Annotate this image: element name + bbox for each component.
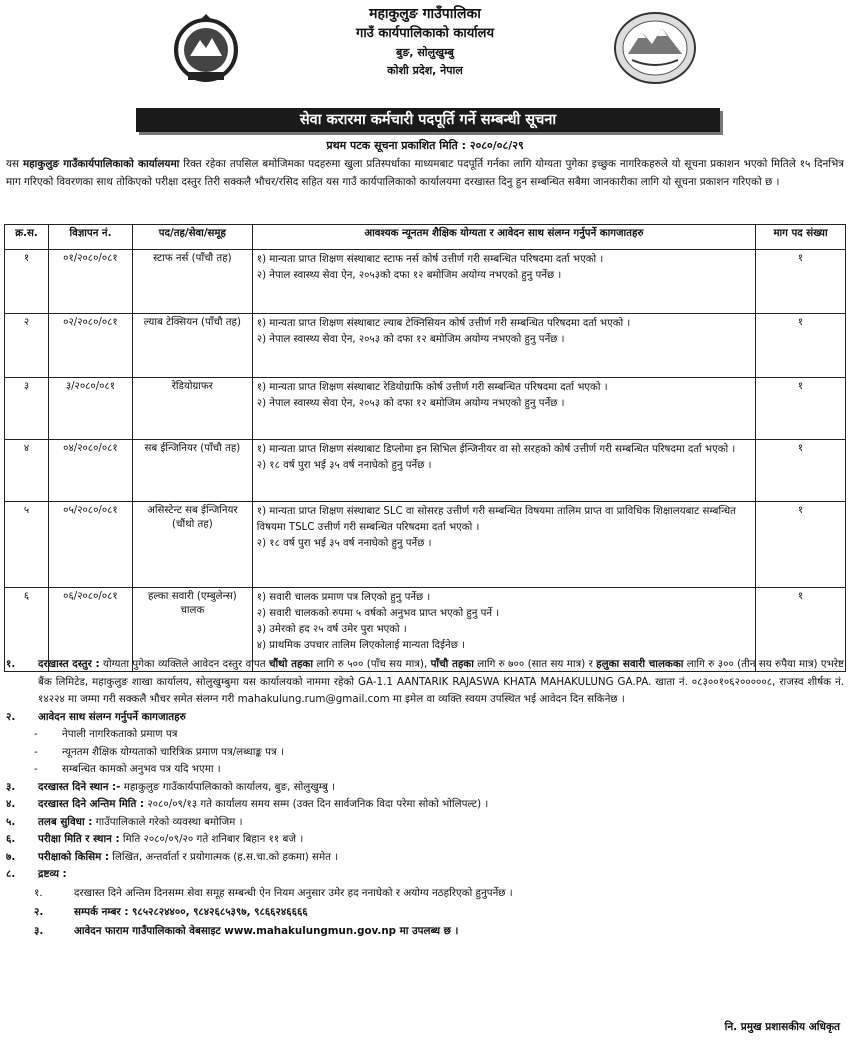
intro-paragraph: [6, 156, 844, 191]
req-item: १) मान्यता प्राप्त शिक्षण संस्थाबाट SLC वा सोसरह उत्तीर्ण गरी सम्बन्धित विषयमा तालिम प्राप्त वा प्राविधिक शिक्षालयबाट सम्बन्धित विषयमा TSLC उत्तीर्ण गरी सम्बन्धित परिषदमा दर्ता भएको ।: [256, 506, 736, 533]
note-exam-date: [4, 831, 844, 849]
row-post: रेडियोग्राफर: [132, 378, 252, 440]
col-count: माग पद संख्या: [756, 225, 846, 250]
note-number: ६.: [6, 833, 16, 845]
col-sn: क्र.स.: [5, 225, 49, 250]
row-req: [252, 440, 755, 502]
note-number: १.: [6, 658, 16, 670]
req-item: २) नेपाल स्वास्थ्य सेवा ऐन, २०५३ को दफा १२ बमोजिम अयोग्य नभएको हुनु पर्नेछ ।: [256, 334, 565, 345]
row-req: [252, 378, 755, 440]
note-label: दरखास्त दिने अन्तिम मिति :: [38, 798, 145, 810]
row-count: १: [756, 502, 846, 588]
note-text: गाउँपालिकाले गरेको व्यवस्था बमोजिम ।: [92, 815, 243, 828]
table-header-row: [5, 225, 846, 250]
row-req: [252, 250, 755, 314]
note-deadline: [4, 796, 844, 814]
list-item: - न्यूनतम शैक्षिक योग्यताको चारित्रिक प्रमाण पत्र/लब्धाङ्क पत्र ।: [34, 745, 284, 758]
note-bold: हलुका सवारी चालकका: [596, 658, 684, 670]
nepal-emblem-icon: [168, 10, 244, 86]
req-item: २) सवारी चालकको रुपमा ५ वर्षको अनुभव प्राप्त भएको हुनु पर्ने ।: [256, 608, 500, 619]
req-item: २) १८ वर्ष पुरा भई ३५ वर्ष ननाघेको हुनु पर्नेछ ।: [256, 460, 432, 471]
row-adv: ०६/२०८०/०८१: [48, 588, 132, 672]
row-sn: ३: [5, 378, 49, 440]
remark-number: २.: [34, 905, 44, 918]
row-adv: ०१/२०८०/०८१: [48, 250, 132, 314]
req-item: ४) प्राथमिक उपचार तालिम लिएकोलाई मान्यता दिईनेछ ।: [256, 640, 465, 651]
note-number: ७.: [6, 850, 16, 863]
note-bold: पाँचौ तहका: [430, 658, 474, 670]
intro-rest: रिक्त रहेका तपसिल बमोजिमका पदहरुमा खुला प्रतिस्पर्धाका माध्यमबाट पदपूर्ति गर्नका लागि योग्यता पुगेका इच्छुक नागरिकहरुले यो सूचना प्रकाशन भएको मितिले १५ दिनभित्र माग गरिएको विवरणका साथ तोकिएको परीक्षा दस्तुर तिरी सक्कलै भौचर/रसिद सहित यस गाउँ कार्यपालिकाको कार्यालयमा दरखास्त दिनु हुन सम्बन्धित सबैमा जानकारीका लागि यो सूचना प्रकाशन गरिएको छ ।: [6, 158, 844, 188]
row-adv: ०५/२०८०/०८१: [48, 502, 132, 588]
row-count: १: [756, 314, 846, 378]
notes-section: [4, 656, 844, 941]
note-label: दरखास्त दस्तुर :: [38, 658, 100, 670]
note-label: परीक्षा मिति र स्थान :: [38, 833, 120, 845]
office-address: बुङ, सोलुखुम्बु: [396, 46, 454, 59]
req-item: १) मान्यता प्राप्त शिक्षण संस्थाबाट रेडियोग्राफि कोर्ष उत्तीर्ण गरी सम्बन्धित परिषदमा दर्ता भएको ।: [256, 382, 608, 393]
note-number: ५.: [6, 815, 16, 828]
row-req: [252, 502, 755, 588]
note-label: तलब सुविधा :: [38, 815, 93, 828]
req-item: २) नेपाल स्वास्थ्य सेवा ऐन, २०५३ को दफा १२ बमोजिम अयोग्य नभएको हुनु पर्नेछ ।: [256, 398, 565, 409]
req-item: १) मान्यता प्राप्त शिक्षण संस्थाबाट ल्याब टेक्निसियन कोर्ष उत्तीर्ण गरी सम्बन्धित परिषदमा दर्ता भएको ।: [256, 318, 631, 329]
list-item: - नेपाली नागरिकताको प्रमाण पत्र: [34, 728, 178, 740]
row-post: स्टाफ नर्स (पाँचौ तह): [132, 250, 252, 314]
note-salary: [4, 814, 844, 832]
remark-number: ३.: [34, 924, 44, 937]
note-documents: [4, 709, 844, 727]
note-bold: चौंथो तहका: [268, 658, 313, 670]
col-requirements: आवश्यक न्यूनतम शैक्षिक योग्यता र आवेदन साथ संलग्न गर्नुपर्ने कागजातहरु: [252, 225, 755, 250]
req-item: १) मान्यता प्राप्त शिक्षण संस्थाबाट स्टाफ नर्स कोर्ष उत्तीर्ण गरी सम्बन्धित परिषदमा दर्ता भएको ।: [256, 254, 604, 265]
intro-office: महाकुलुङ गाउँकार्यपालिकाको कार्यालयमा: [22, 158, 180, 170]
req-item: २) नेपाल स्वास्थ्य सेवा ऐन, २०५३को दफा १२ बमोजिम अयोग्य नभएको हुनु पर्नेछ ।: [256, 270, 562, 281]
row-req: [252, 314, 755, 378]
row-sn: ४: [5, 440, 49, 502]
row-adv: ३/२०८०/०८१: [48, 378, 132, 440]
remark-text: दरखास्त दिने अन्तिम दिनसम्म सेवा समूह सम्बन्धी ऐन नियम अनुसार उमेर हद ननाघेको र अयोग्य नठहरिएको हुनुपर्नेछ ।: [74, 886, 513, 899]
website-note: आवेदन फाराम गाउँपालिकाको वेबसाइट www.mahakulungmun.gov.np मा उपलब्ध छ ।: [74, 924, 459, 937]
letterhead: [0, 0, 850, 108]
list-item: [4, 922, 844, 941]
municipality-name: महाकुलुङ गाउँपालिका: [369, 6, 481, 22]
list-item: [4, 884, 844, 903]
note-label: आवेदन साथ संलग्न गर्नुपर्ने कागजातहरु: [38, 710, 186, 723]
note-text: लागि रु ३०० (तीन सय रुपैया मात्र) एभरेष्ट बैंक लिमिटेड, महाकुलुङ शाखा कार्यालय, सोलुखुम्बुमा यस कार्यालयको नाममा रहेको GA-1.1 AANTARIK RAJASWA KHATA MAHAKULUNG GA.PA. खाता नं. ०८३००१०६२०००००८, राजस्व शीर्षक नं. १४२२४ मा जम्मा गरी सक्कलै भौचर समेत संलग्न गरी mahakulung.rum@gmail.com मा इमेल वा व्यक्ति स्वयम उपस्थित भई आवेदन दिन सकिनेछ ।: [38, 658, 845, 705]
row-count: १: [756, 250, 846, 314]
req-item: ३) उमेरको हद २५ वर्ष उमेर पुरा भएको ।: [256, 624, 407, 635]
note-text: महाकुलुङ गाउँकार्यपालिकाको कार्यालय, बुङ, सोलुखुम्बु ।: [120, 780, 336, 793]
note-exam-type: [4, 849, 844, 867]
row-sn: १: [5, 250, 49, 314]
row-sn: ५: [5, 502, 49, 588]
note-label: द्रष्टव्य :: [38, 868, 67, 880]
col-post: पद/तह/सेवा/समूह: [132, 225, 252, 250]
office-name: गाउँ कार्यपालिकाको कार्यालय: [356, 26, 494, 41]
row-sn: ६: [5, 588, 49, 672]
contact-numbers: सम्पर्क नम्बर : ९८५२८२४४००, ९८४२६८५३९७, ९८६६२४६६६६: [74, 905, 308, 918]
req-item: १) सवारी चालक प्रमाण पत्र लिएको हुनु पर्नेछ ।: [256, 592, 431, 603]
req-item: १) मान्यता प्राप्त शिक्षण संस्थाबाट डिप्लोमा इन सिभिल ईन्जिनीयर वा सो सरहको कोर्ष उत्तीर्ण गरी सम्बन्धित परिषदमा दर्ता भएको ।: [256, 444, 736, 455]
req-item: २) १८ वर्ष पुरा भई ३५ वर्ष ननाघेको हुनु पर्नेछ ।: [256, 538, 432, 549]
row-post: हल्का सवारी (एम्बुलेन्स) चालक: [132, 588, 252, 672]
col-adv-no: विज्ञापन नं.: [48, 225, 132, 250]
remark-number: १.: [34, 886, 43, 899]
note-number: ३.: [6, 780, 16, 793]
province-country: कोशी प्रदेश, नेपाल: [387, 64, 463, 77]
row-adv: ०४/२०८०/०८१: [48, 440, 132, 502]
list-item: - सम्बन्धित कामको अनुभव पत्र यदि भएमा ।: [34, 763, 221, 775]
row-adv: ०२/२०८०/०८१: [48, 314, 132, 378]
note-number: २.: [6, 710, 16, 723]
document-item: न्यूनतम शैक्षिक योग्यताको चारित्रिक प्रमाण पत्र/लब्धाङ्क पत्र ।: [62, 745, 284, 758]
note-text: लिखित, अन्तर्वार्ता र प्रयोगात्मक (ह.स.चा.को हकमा) समेत ।: [109, 850, 339, 863]
row-count: १: [756, 378, 846, 440]
note-fee: [4, 656, 844, 709]
list-item: [4, 903, 844, 922]
municipality-emblem-icon: [612, 10, 698, 86]
row-count: १: [756, 588, 846, 672]
row-post: सब ईन्जिनियर (पाँचौ तह): [132, 440, 252, 502]
note-text: मिति २०८०/०९/२० गते शनिबार बिहान ११ बजे ।: [119, 833, 304, 845]
row-sn: २: [5, 314, 49, 378]
note-text: योग्यता पुगेका व्यक्तिले आवेदन दस्तुर वापत: [99, 658, 269, 670]
table-row: [5, 250, 846, 314]
intro-pre: यस: [6, 158, 23, 170]
note-number: ४.: [6, 798, 16, 810]
note-place: [4, 779, 844, 797]
document-item: नेपाली नागरिकताको प्रमाण पत्र: [62, 728, 178, 740]
table-row: [5, 502, 846, 588]
table-row: [5, 378, 846, 440]
signatory: नि. प्रमुख प्रशासकीय अधिकृत: [724, 1021, 840, 1033]
note-text: लागि रु ५०० (पाँच सय मात्र),: [313, 658, 431, 670]
document-item: सम्बन्धित कामको अनुभव पत्र यदि भएमा ।: [62, 763, 221, 775]
note-label: दरखास्त दिने स्थान :-: [38, 780, 121, 793]
note-text: लागि रु ७०० (सात सय मात्र) र: [473, 658, 597, 670]
row-count: १: [756, 440, 846, 502]
note-label: परीक्षाको किसिम :: [38, 850, 109, 863]
row-post: असिस्टेन्ट सब ईन्जिनियर (चौंथो तह): [132, 502, 252, 588]
note-remarks: [4, 866, 844, 884]
notice-title-banner: सेवा करारमा कर्मचारी पदपूर्ति गर्ने सम्बन्धी सूचना: [136, 108, 720, 132]
note-number: ८.: [6, 868, 16, 880]
row-post: ल्याब टेक्सियन (पाँचौ तह): [132, 314, 252, 378]
note-text: २०८०/०९/१३ गते कार्यालय समय सम्म (उक्त दिन सार्वजनिक विदा परेमा सोको भोलिपल्ट) ।: [144, 798, 489, 810]
table-row: [5, 440, 846, 502]
vacancy-table: [4, 224, 846, 672]
table-row: [5, 314, 846, 378]
publish-date: प्रथम पटक सूचना प्रकाशित मिति : २०८०/०८/२९: [326, 139, 524, 152]
